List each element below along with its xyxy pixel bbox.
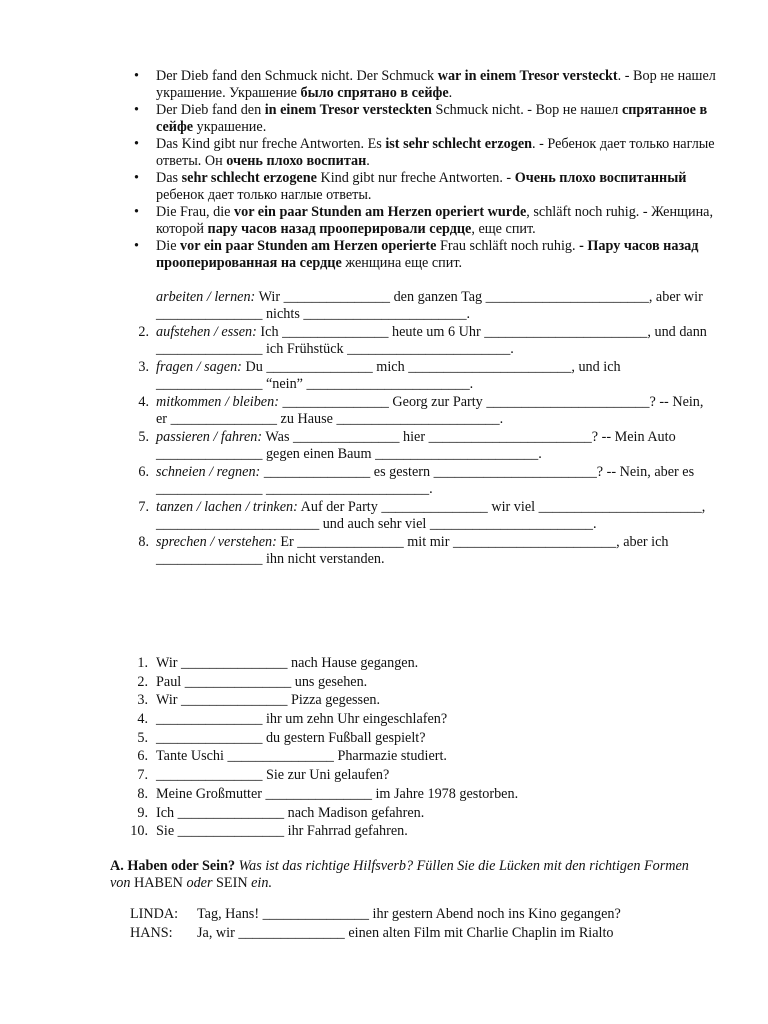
exercise-item [137, 692, 716, 711]
item-text: _______________ Sie zur Uni gelaufen? [156, 767, 390, 784]
item-text: Wir _______________ nach Hause gegangen. [156, 655, 419, 671]
item-number: 5. [138, 429, 149, 445]
item-number: 9. [137, 804, 148, 821]
exercise-item [138, 499, 716, 533]
item-number: 4. [138, 394, 149, 410]
item-number: 8. [138, 534, 149, 550]
item-text: Er _______________ mit mir _______________________, aber ich _______________ ihn nicht verstanden. [156, 534, 669, 567]
item-text: Tante Uschi _______________ Pharmazie studiert. [156, 748, 447, 765]
exercise-item [137, 804, 716, 824]
item-text: Meine Großmutter _______________ im Jahre 1978 gestorben. [156, 785, 519, 802]
haben-word: HABEN [134, 875, 183, 891]
exercise-item [138, 324, 716, 358]
verb-hint: arbeiten / lernen: [156, 289, 256, 305]
item-number: 1. [137, 655, 148, 671]
item-number: 3. [137, 692, 148, 709]
dialog [130, 906, 730, 944]
item-number: 2. [137, 673, 148, 690]
section-instructions: Was ist das richtige Hilfsverb? Füllen Sie die Lücken mit den richtigen Formen von [110, 858, 689, 891]
exercise-item [130, 823, 716, 842]
item-text: _______________ du gestern Fußball gespielt? [156, 729, 426, 746]
item-text: Ich _______________ nach Madison gefahren. [156, 804, 425, 821]
dialog-line [130, 906, 730, 925]
item-text: Wir _______________ Pizza gegessen. [156, 692, 381, 709]
exercise-verb-pairs [138, 289, 716, 569]
section-title: A. Haben oder Sein? [110, 858, 236, 874]
sein-word: SEIN [216, 875, 248, 891]
example-sentence: • Der Dieb fand den in einem Tresor versteckten Schmuck nicht. - Вор не нашел спрятанное в сейфе украшение. [156, 102, 716, 136]
exercise-item [138, 359, 716, 393]
item-number: 8. [137, 785, 148, 802]
exercise-item [156, 289, 716, 323]
item-number: 3. [138, 359, 149, 375]
speaker-name: LINDA: [130, 906, 179, 922]
example-sentence: • Das Kind gibt nur freche Antworten. Es ist sehr schlecht erzogen. - Ребенок дает только наглые ответы. Он очень плохо воспитан. [156, 136, 716, 170]
exercise-item [138, 534, 716, 568]
verb-hint: schneien / regnen: [156, 464, 261, 480]
item-number: 6. [138, 464, 149, 480]
exercise-item [137, 748, 716, 767]
item-number: 2. [138, 324, 149, 340]
item-number: 5. [137, 729, 148, 746]
oder-word: oder [182, 875, 217, 891]
item-text: Du _______________ mich _______________________, und ich _______________ “nein” _______________________. [156, 359, 621, 392]
item-number: 7. [137, 767, 148, 784]
verb-hint: aufstehen / essen: [156, 324, 257, 340]
exercise-auxiliary [130, 655, 716, 842]
speaker-line: Ja, wir _______________ einen alten Film mit Charlie Chaplin im Rialto [197, 925, 614, 941]
exercise-item [138, 464, 716, 498]
dialog-line [130, 925, 730, 944]
example-sentence: • Das sehr schlecht erzogene Kind gibt nur freche Antworten. - Очень плохо воспитанный ребенок дает только наглые ответы. [156, 170, 716, 204]
example-sentence: • Der Dieb fand den Schmuck nicht. Der Schmuck war in einem Tresor versteckt. - Вор не нашел украшение. Украшение было спрятано в сейфе. [156, 68, 716, 102]
item-number: 6. [137, 748, 148, 765]
exercise-item [138, 394, 716, 428]
item-text: Wir _______________ den ganzen Tag _______________________, aber wir _______________ nichts _______________________. [156, 289, 703, 322]
speaker-line: Tag, Hans! _______________ ihr gestern Abend noch ins Kino gegangen? [197, 906, 621, 922]
speaker-name: HANS: [130, 925, 173, 941]
item-text: Sie _______________ ihr Fahrrad gefahren. [156, 823, 408, 840]
exercise-item [138, 429, 716, 463]
item-text: Was _______________ hier _______________________? -- Mein Auto _______________ gegen einen Baum _______________________. [156, 429, 676, 462]
verb-hint: passieren / fahren: [156, 429, 263, 445]
item-text: _______________ es gestern _______________________? -- Nein, aber es _______________ _______________________. [156, 464, 695, 497]
verb-hint: sprechen / verstehen: [156, 534, 277, 550]
example-sentence: • Die Frau, die vor ein paar Stunden am Herzen operiert wurde, schläft noch ruhig. - Женщина, которой пару часов назад прооперировали сердце, еще спит. [156, 204, 716, 238]
exercise-item [137, 673, 716, 693]
exercise-item [137, 785, 716, 805]
exercise-item [137, 767, 716, 786]
verb-hint: mitkommen / bleiben: [156, 394, 279, 410]
item-number: 4. [137, 711, 148, 728]
example-sentences-list [156, 68, 716, 272]
exercise-item [137, 729, 716, 749]
item-number: 10. [130, 823, 148, 840]
ein-word: ein. [247, 875, 272, 891]
verb-hint: tanzen / lachen / trinken: [156, 499, 298, 515]
section-a-heading [110, 858, 710, 892]
example-sentence: • Die vor ein paar Stunden am Herzen operierte Frau schläft noch ruhig. - Пару часов назад прооперированная на сердце женщина еще спит. [156, 238, 716, 272]
verb-hint: fragen / sagen: [156, 359, 242, 375]
exercise-item [137, 655, 716, 674]
exercise-item [137, 711, 716, 730]
item-text: _______________ ihr um zehn Uhr eingeschlafen? [156, 711, 448, 728]
item-text: Ich _______________ heute um 6 Uhr _______________________, und dann _______________ ich Frühstück _______________________. [156, 324, 707, 357]
item-text: _______________ Georg zur Party _______________________? -- Nein, er _______________ zu Hause _______________________. [156, 394, 704, 427]
item-text: Paul _______________ uns gesehen. [156, 673, 368, 690]
item-number: 7. [138, 499, 149, 515]
item-text: Auf der Party _______________ wir viel _______________________, _______________________ und auch sehr viel _______________________. [156, 499, 706, 532]
